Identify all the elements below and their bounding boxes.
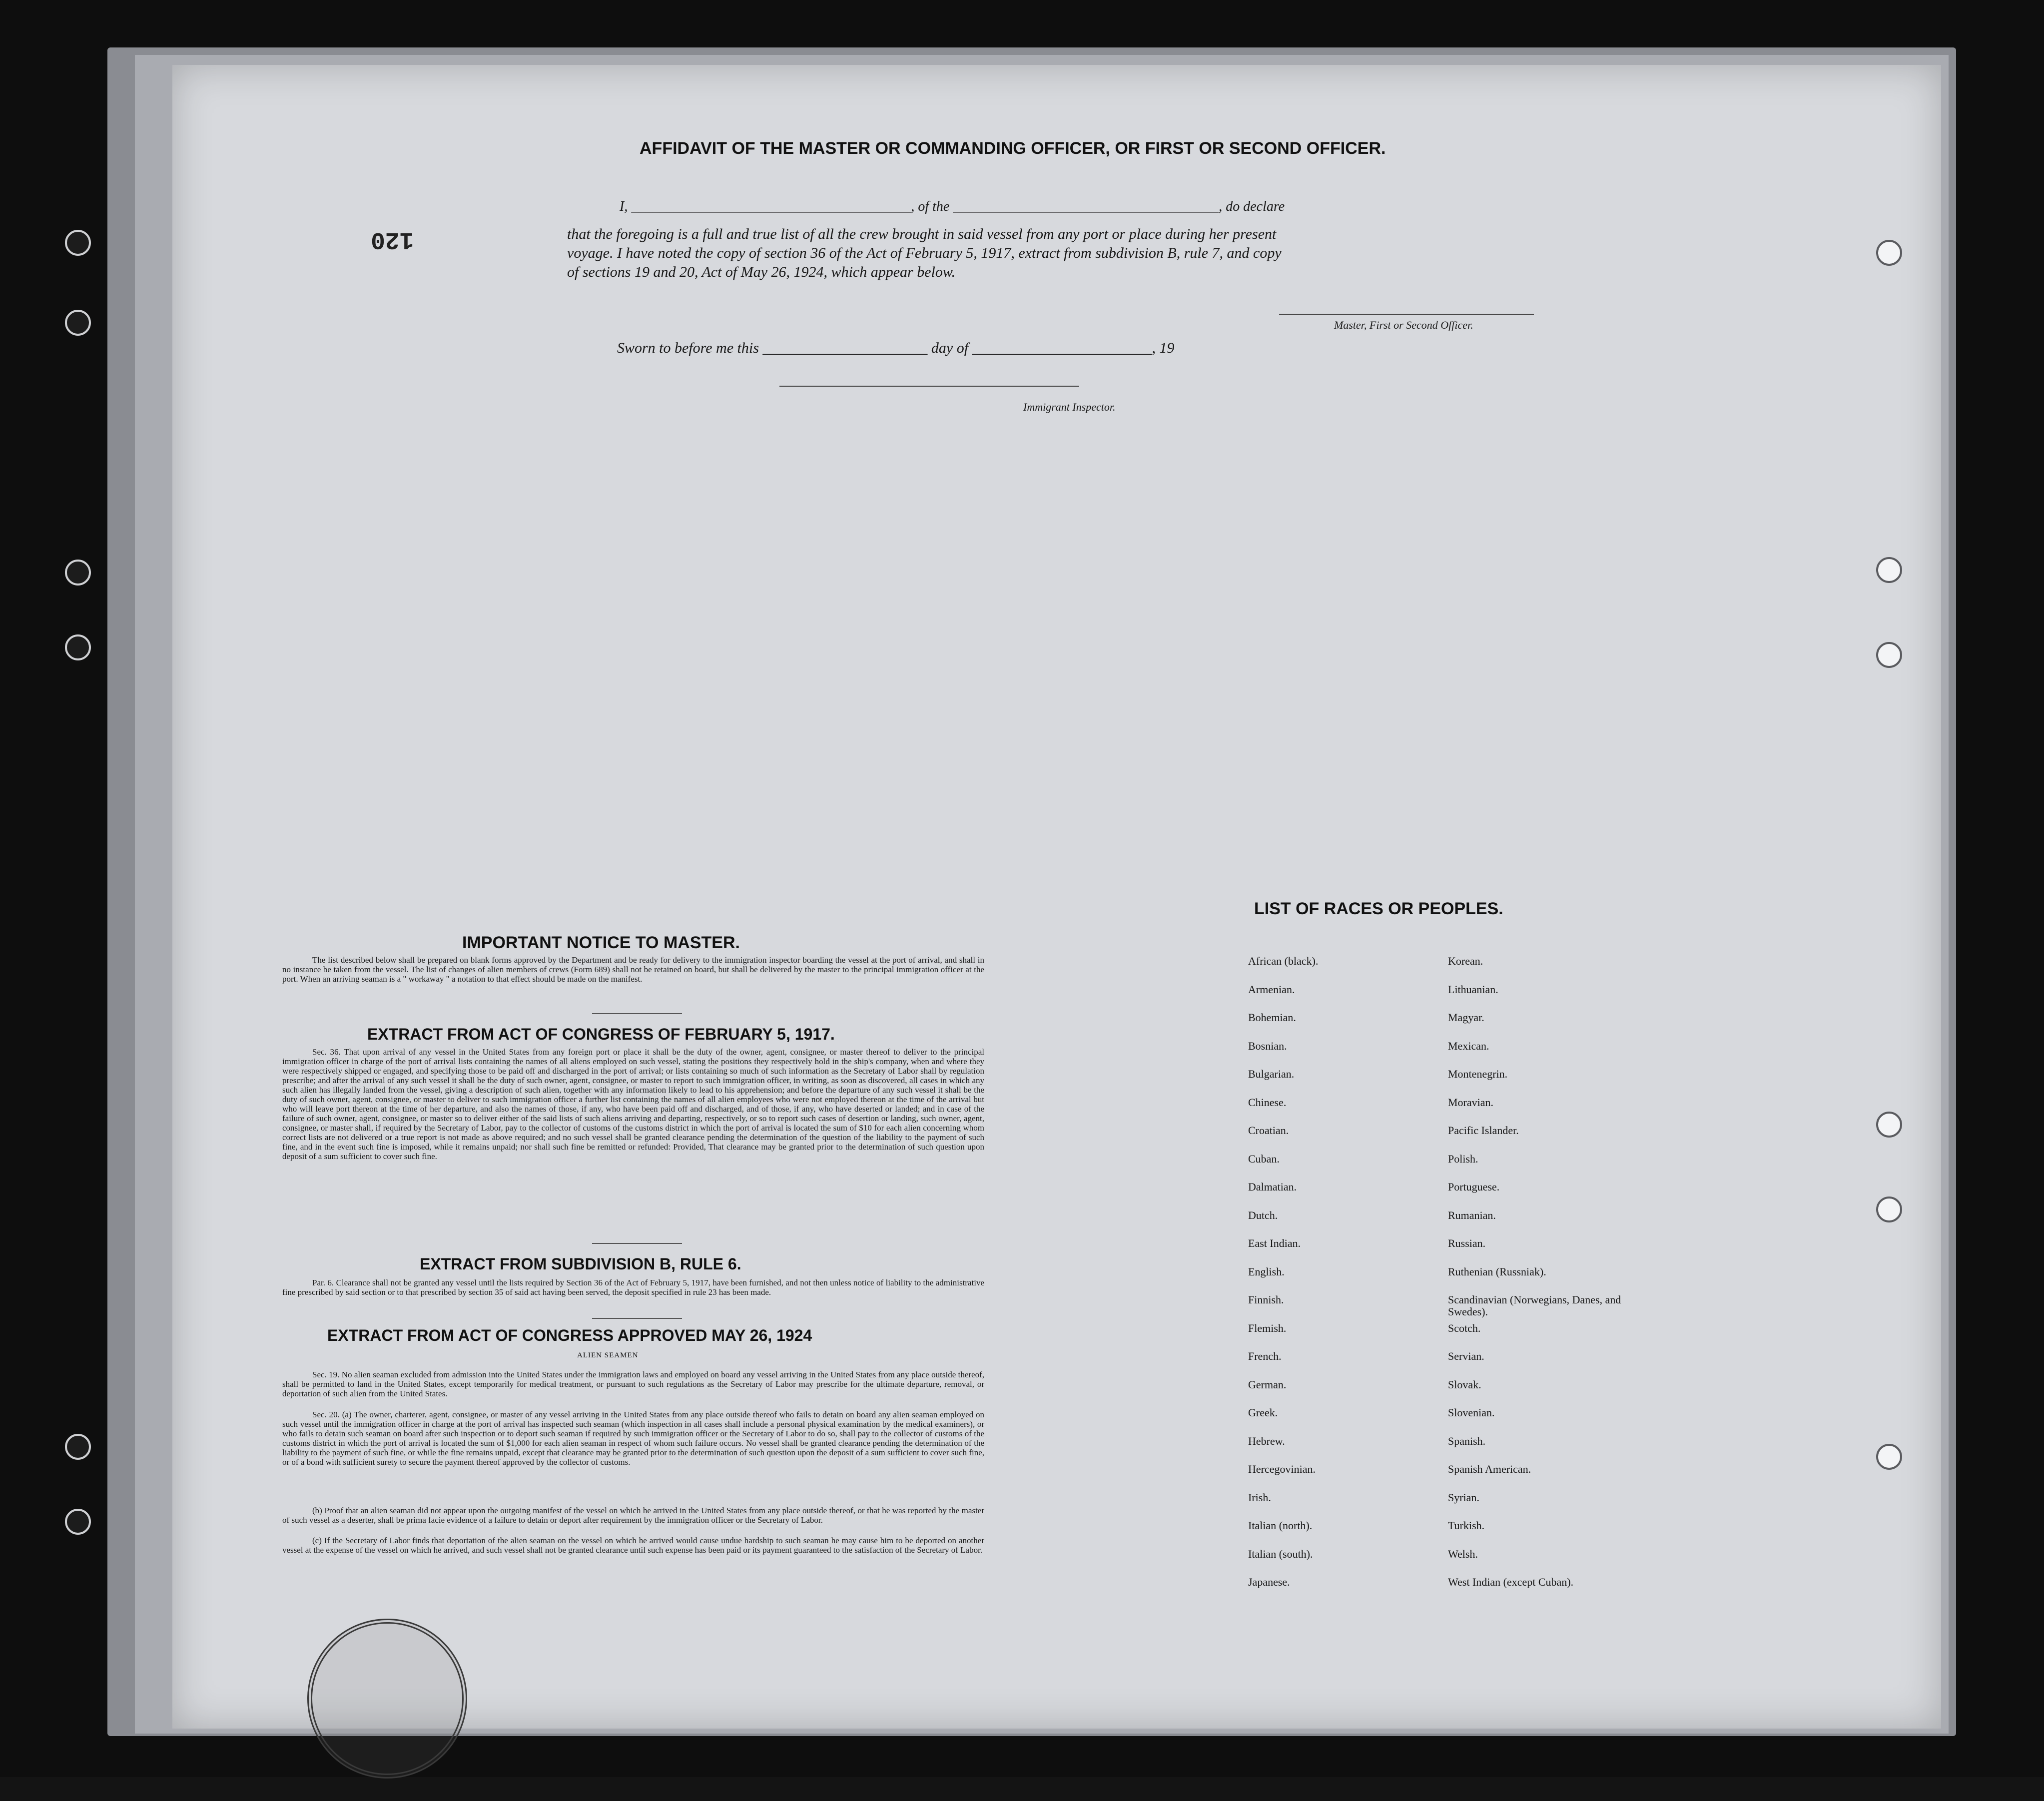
punch-hole-left (65, 1509, 91, 1535)
punch-hole-left (65, 634, 91, 660)
race-item: Portuguese. (1448, 1181, 1500, 1193)
race-item: Welsh. (1448, 1547, 1478, 1560)
extract-1917-title: EXTRACT FROM ACT OF CONGRESS OF FEBRUARY 5, 1917. (367, 1025, 835, 1043)
race-item: Chinese. (1248, 1096, 1287, 1109)
punch-hole (1876, 240, 1902, 266)
races-list-right (1448, 955, 1638, 1605)
extract-1924-sec20b: (b) Proof that an alien seaman did not appear upon the outgoing manifest of the vessel on which he arrived in the United States from any place outside thereof, or that he was reported by the master of such vessel as a deserter, shall be prima facie evidence of a failure to detain or deport after requirement by the immigration officer or the Secretary of Labor. (282, 1506, 984, 1525)
race-item: Scandinavian (Norwegians, Danes, and Swedes). (1448, 1293, 1621, 1318)
race-item: German. (1248, 1378, 1287, 1391)
margin-number: 120 (371, 226, 414, 253)
punch-hole (1876, 1444, 1902, 1470)
punch-hole-left (65, 230, 91, 256)
race-item: Syrian. (1448, 1491, 1479, 1504)
race-item: Greek. (1248, 1406, 1278, 1419)
race-item: Dalmatian. (1248, 1181, 1297, 1193)
race-item: Flemish. (1248, 1321, 1287, 1334)
extract-1924-title: EXTRACT FROM ACT OF CONGRESS APPROVED MAY 26, 1924 (327, 1326, 812, 1344)
race-item: Armenian. (1248, 983, 1295, 996)
extract-rule6-title: EXTRACT FROM SUBDIVISION B, RULE 6. (420, 1255, 741, 1273)
race-item: Rumanian. (1448, 1208, 1496, 1221)
punch-hole-left (65, 310, 91, 336)
race-item: Finnish. (1248, 1293, 1284, 1306)
race-item: French. (1248, 1350, 1282, 1362)
manifest-page (172, 65, 1941, 1729)
punch-hole (1876, 557, 1902, 583)
race-item: Cuban. (1248, 1152, 1280, 1165)
race-item: Korean. (1448, 955, 1483, 967)
race-item: Croatian. (1248, 1124, 1289, 1137)
affidavit-text-line: of sections 19 and 20, Act of May 26, 1924, which appear below. (567, 264, 956, 280)
extract-1924-sec19: Sec. 19. No alien seaman excluded from admission into the United States under the immigration laws and employed on board any vessel arriving in the United States from any place outside thereof, shall be permitted to land in the United States, except temporarily for medical treatment, or pursuant to such regulations as the Secretary of Labor may prescribe for the ultimate departure, removal, or deportation of such alien from the United States. (282, 1370, 984, 1398)
signature-label: Master, First or Second Officer. (1334, 319, 1473, 331)
extract-1924-subtitle: ALIEN SEAMEN (577, 1351, 639, 1359)
race-item: Ruthenian (Russniak). (1448, 1265, 1546, 1278)
section-separator (592, 1013, 682, 1014)
punch-hole-left (65, 560, 91, 586)
affidavit-text-line: that the foregoing is a full and true list of all the crew brought in said vessel from any port or place during her present (567, 226, 1277, 242)
race-item: African (black). (1248, 955, 1319, 967)
races-list-left (1248, 955, 1443, 1605)
punch-hole-left (65, 1434, 91, 1460)
race-item: East Indian. (1248, 1237, 1301, 1249)
race-item: Hercegovinian. (1248, 1463, 1316, 1475)
extract-1917-body: Sec. 36. That upon arrival of any vessel in the United States from any foreign port or place it shall be the duty of the owner, agent, consignee, or master thereof to deliver to the principal immigration officer in charge of the port of arrival lists containing the names of all aliens employed on such vessel, stating the positions they respectively hold in the ship's company, when and where they were respectively shipped or engaged, and specifying those to be paid off and discharged in the port of arrival; or lists containing so much of such information as the Secretary of Labor shall by regulation prescribe; and after the arrival of any such vessel it shall be the duty of such owner, agent, consignee, or master to report to such immigration officer, in writing, as soon as discovered, all cases in which any such alien has illegally landed from the vessel, giving a description of such alien, together with any information likely to lead to his apprehension; and before the departure of any such vessel it shall be the duty of such owner, agent, consignee, or master to deliver to such immigration officer a further list containing the names of all alien employees who were not employed thereon at the time of the arrival but who will leave port thereon at the time of her departure, and also the names of those, if any, who have been paid off and discharged, and of those, if any, who have deserted or landed; and in case of the failure of such owner, agent, consignee, or master so to deliver either of the said lists of such aliens arriving and departing, respectively, or so to report such cases of desertion or landing, such owner, agent, consignee, or master shall, if required by the Secretary of Labor, pay to the collector of customs of the customs district in which the port of arrival is located the sum of $10 for each alien concerning whom correct lists are not delivered or a true report is not made as above required; and no such vessel shall be granted clearance pending the determination of the question of the liability to the payment of such fine, and in the event such fine is imposed, while it remains unpaid; nor shall such fine be remitted or refunded: Provided, That clearance may be granted prior to the determination of such question upon deposit of a sum sufficient to cover such fine. (282, 1047, 984, 1161)
race-item: Slovak. (1448, 1378, 1481, 1391)
punch-hole (1876, 642, 1902, 668)
race-item: Turkish. (1448, 1519, 1485, 1532)
race-item: Italian (south). (1248, 1547, 1313, 1560)
section-separator (592, 1318, 682, 1319)
race-item: Polish. (1448, 1152, 1478, 1165)
extract-1924-sec20c: (c) If the Secretary of Labor finds that deportation of the alien seaman on the vessel on which he arrived would cause undue hardship to such seaman he may cause him to be deported on another vessel at the expense of the vessel on which he arrived, and such vessel shall not be granted clearance until such expense has been paid or its payment guaranteed to the satisfaction of the Secretary of Labor. (282, 1536, 984, 1555)
race-item: Montenegrin. (1448, 1068, 1508, 1080)
race-item: Spanish American. (1448, 1463, 1531, 1475)
punch-hole (1876, 1112, 1902, 1138)
race-item: Lithuanian. (1448, 983, 1498, 996)
race-item: Bulgarian. (1248, 1068, 1295, 1080)
race-item: Slovenian. (1448, 1406, 1495, 1419)
extract-1924-sec20a: Sec. 20. (a) The owner, charterer, agent, consignee, or master of any vessel arriving in the United States from any place outside thereof who fails to detain on board any alien seaman employed on such vessel until the immigration officer in charge at the port of arrival has inspected such seaman (which inspection in all cases shall include a personal physical examination by the medical examiners), or who fails to detain such seaman on board after such inspection or to deport such seaman if required by such immigration officer or the Secretary of Labor to do so, shall pay to the collector of customs of the customs district in which the port of arrival is located the sum of $1,000 for each alien seaman in respect of whom such failure occurs. No vessel shall be granted clearance pending the determination of the liability to the payment of such fine, or while the fine remains unpaid, except that clearance may be granted prior to the determination of such question upon the deposit of a sum sufficient to cover such fine, or of a bond with sufficient surety to secure the payment thereof approved by the collector of customs. (282, 1410, 984, 1467)
affidavit-title: AFFIDAVIT OF THE MASTER OR COMMANDING OFFICER, OR FIRST OR SECOND OFFICER. (640, 139, 1386, 158)
race-item: Scotch. (1448, 1321, 1481, 1334)
race-item: Japanese. (1248, 1576, 1290, 1588)
signature-line (1279, 314, 1534, 315)
race-item: Bosnian. (1248, 1039, 1287, 1052)
race-item: Bohemian. (1248, 1011, 1296, 1024)
race-item: Pacific Islander. (1448, 1124, 1519, 1137)
race-item: Magyar. (1448, 1011, 1484, 1024)
race-item: Mexican. (1448, 1039, 1489, 1052)
sworn-line: Sworn to before me this ______________________ day of ________________________, 19 (617, 340, 1175, 356)
section-separator (592, 1243, 682, 1244)
races-title: LIST OF RACES OR PEOPLES. (1254, 899, 1503, 918)
punch-hole (1876, 1197, 1902, 1222)
race-item: Russian. (1448, 1237, 1486, 1249)
race-item: Italian (north). (1248, 1519, 1313, 1532)
race-item: Hebrew. (1248, 1434, 1285, 1447)
affidavit-text-line: voyage. I have noted the copy of section 36 of the Act of February 5, 1917, extract from subdivision B, rule 7, and copy (567, 245, 1282, 261)
inspector-signature-line (779, 386, 1079, 387)
notice-title: IMPORTANT NOTICE TO MASTER. (462, 933, 740, 952)
race-item: West Indian (except Cuban). (1448, 1576, 1574, 1588)
race-item: Servian. (1448, 1350, 1484, 1362)
affidavit-declaration-line: I, ________________________________________, of the ______________________________________, do declare (620, 199, 1285, 214)
race-item: Moravian. (1448, 1096, 1494, 1109)
race-item: English. (1248, 1265, 1285, 1278)
extract-rule6-body: Par. 6. Clearance shall not be granted any vessel until the lists required by Section 36 of the Act of February 5, 1917, have been furnished, and not then unless notice of liability to the administrative fine prescribed by said section or to that prescribed by section 35 of said act having been served, the deposit specified in rule 23 has been made. (282, 1278, 984, 1297)
notice-body: The list described below shall be prepared on blank forms approved by the Department and be ready for delivery to the immigration inspector boarding the vessel at the port of arrival, and shall in no instance be taken from the vessel. The list of changes of alien members of crews (Form 689) shall not be retained on board, but shall be delivered by the master to the principal immigration officer at the port. When an arriving seaman is a " workaway " a notation to that effect should be made on the manifest. (282, 955, 984, 984)
race-item: Spanish. (1448, 1434, 1486, 1447)
race-item: Irish. (1248, 1491, 1271, 1504)
race-item: Dutch. (1248, 1208, 1278, 1221)
inspector-label: Immigrant Inspector. (1023, 401, 1116, 413)
